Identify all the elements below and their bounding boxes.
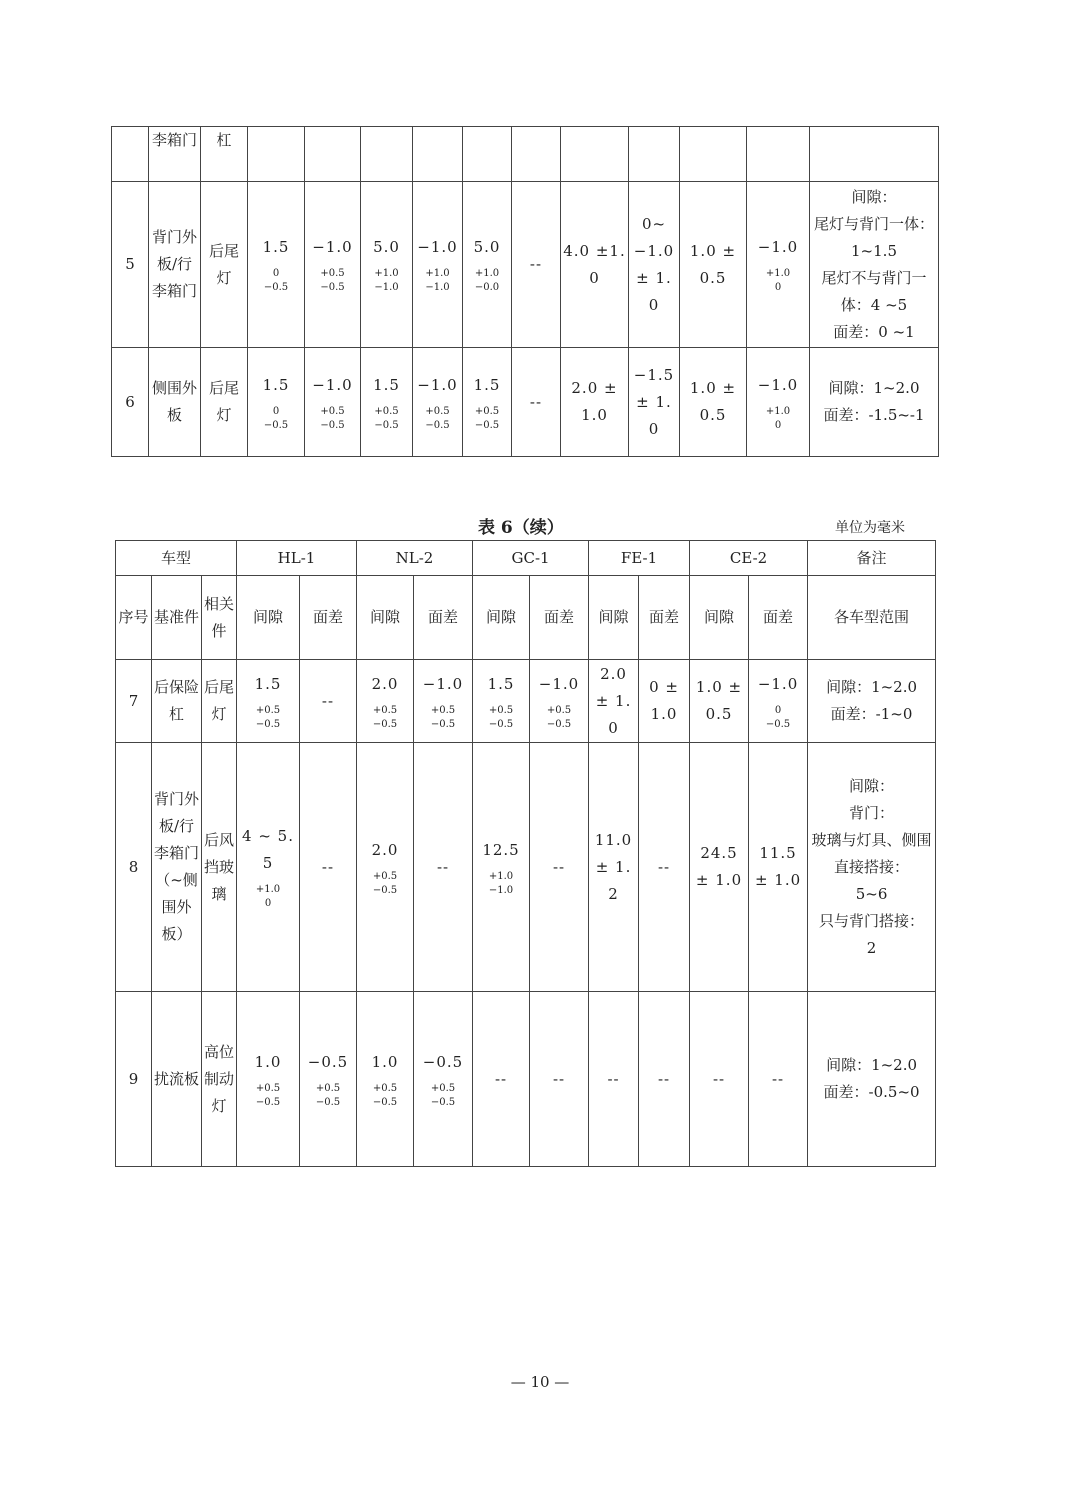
- tolerance-value: +0.5: [430, 1082, 456, 1094]
- tolerance-value: +0.5: [255, 704, 281, 716]
- value-main: --: [529, 392, 543, 411]
- tolerance-value: 0: [272, 268, 280, 279]
- tolerance-value: −1.0: [488, 884, 514, 896]
- tolerance-value: +1.0: [488, 870, 514, 882]
- range-header: 各车型范围: [808, 576, 936, 660]
- value-main: 5.0: [373, 238, 400, 256]
- tolerance-value: −0.5: [765, 718, 791, 730]
- remark-line: 只与背门搭接：: [819, 911, 925, 930]
- empty-cell: [512, 127, 561, 182]
- remark-line: 间隙：: [851, 187, 897, 206]
- remark-cell: [810, 348, 939, 457]
- value-main: −1.5 ± 1.0: [633, 365, 675, 438]
- tolerance-value: 0: [774, 282, 782, 293]
- value-main: 1.5: [262, 375, 290, 394]
- value-main: 1.5: [473, 375, 501, 394]
- tolerance: [307, 267, 358, 295]
- value-main: --: [552, 857, 566, 876]
- value-cell: [300, 743, 357, 992]
- value-cell: [749, 660, 808, 743]
- value-cell: [690, 992, 749, 1167]
- table-top: [111, 126, 939, 457]
- remark-line: 5~6: [855, 884, 888, 903]
- base-part: 背门外板/行李箱门（~侧围外板）: [152, 743, 202, 992]
- value-cell: [530, 992, 589, 1167]
- tolerance-value: +0.5: [320, 268, 345, 279]
- table-row: [116, 743, 936, 992]
- model-header: NL-2: [357, 541, 473, 576]
- value-cell: [680, 348, 747, 457]
- value-cell: [413, 182, 463, 348]
- value-cell: [690, 660, 749, 743]
- value-main: −0.5: [307, 1052, 349, 1071]
- value-cell: [530, 743, 589, 992]
- empty-cell: [747, 127, 810, 182]
- value-main: 2.0 ± 1.0: [571, 379, 618, 424]
- value-cell: [749, 992, 808, 1167]
- tolerance-value: +1.0: [474, 268, 500, 279]
- tolerance-value: +1.0: [374, 268, 399, 279]
- remark-line: 面差：0 ~1: [833, 322, 915, 341]
- value-cell: [414, 660, 473, 743]
- table-row: [116, 992, 936, 1167]
- value-main: --: [607, 1069, 620, 1088]
- value-cell: [237, 660, 300, 743]
- value-cell: [357, 992, 414, 1167]
- value-cell: [530, 660, 589, 743]
- tolerance-value: −0.5: [320, 419, 345, 431]
- value-cell: [561, 182, 629, 348]
- value-main: 1.5: [487, 674, 515, 693]
- base-header: 基准件: [152, 576, 202, 660]
- value-cell: [747, 348, 810, 457]
- tolerance: [239, 1082, 297, 1110]
- empty-cell: [248, 127, 305, 182]
- tolerance-value: +0.5: [374, 405, 399, 417]
- related-part: 后尾灯: [201, 348, 248, 457]
- tolerance-value: +0.5: [546, 704, 572, 716]
- value-main: 1.0: [371, 1052, 399, 1071]
- tolerance: [359, 1082, 411, 1110]
- value-main: --: [321, 857, 335, 876]
- table-row: [112, 182, 939, 348]
- tolerance: [749, 405, 807, 433]
- tolerance-value: −0.5: [425, 419, 450, 431]
- value-main: 1.5: [373, 375, 400, 394]
- tolerance: [475, 870, 527, 898]
- table-row: [112, 348, 939, 457]
- base-part: 扰流板: [152, 992, 202, 1167]
- related-part: 后风挡玻璃: [202, 743, 237, 992]
- row-number: 5: [112, 182, 149, 348]
- value-main: 24.5 ± 1.0: [695, 844, 743, 889]
- tolerance-value: +1.0: [255, 884, 281, 895]
- tolerance-value: −0.5: [488, 718, 514, 730]
- tolerance: [415, 405, 460, 433]
- value-cell: [414, 992, 473, 1167]
- page-number: — 10 —: [510, 1373, 570, 1391]
- value-main: 5.0: [473, 238, 501, 256]
- tolerance: [751, 704, 805, 732]
- tolerance-value: −0.5: [320, 282, 345, 293]
- empty-cell: [305, 127, 361, 182]
- remark-cell: [808, 743, 936, 992]
- tolerance: [359, 704, 411, 732]
- table-caption: 表 6（续）: [478, 518, 564, 538]
- value-cell: [463, 182, 512, 348]
- value-main: 12.5: [482, 840, 520, 859]
- tolerance-value: −1.0: [374, 282, 399, 293]
- remark-line: 间隙：: [849, 776, 895, 795]
- tolerance-value: −0.5: [255, 1096, 281, 1108]
- value-cell: [473, 743, 530, 992]
- remark-line: 2: [866, 938, 877, 957]
- row-number: [112, 127, 149, 182]
- unit-label: 单位为毫米: [835, 520, 905, 536]
- value-main: --: [321, 691, 335, 710]
- row-number: 8: [116, 743, 152, 992]
- value-main: --: [529, 255, 543, 273]
- tolerance-value: +0.5: [372, 870, 398, 882]
- tolerance-value: +0.5: [255, 1082, 281, 1094]
- tolerance-value: −0.5: [430, 1096, 456, 1108]
- flush-header: 面差: [639, 576, 690, 660]
- gap-header: 间隙: [589, 576, 639, 660]
- empty-cell: [810, 127, 939, 182]
- value-cell: [629, 182, 680, 348]
- empty-cell: [561, 127, 629, 182]
- value-cell: [300, 660, 357, 743]
- row-number: 7: [116, 660, 152, 743]
- value-main: −1.0: [757, 375, 799, 394]
- value-main: --: [436, 857, 450, 876]
- model-header: GC-1: [473, 541, 589, 576]
- tolerance: [307, 405, 358, 433]
- value-cell: [473, 660, 530, 743]
- tolerance: [239, 883, 297, 911]
- flush-header: 面差: [300, 576, 357, 660]
- value-main: −1.0: [757, 674, 799, 693]
- value-main: 1.0 ± 0.5: [689, 379, 737, 424]
- tolerance: [475, 704, 527, 732]
- value-cell: [413, 348, 463, 457]
- value-cell: [512, 182, 561, 348]
- value-main: 11.0 ± 1.2: [594, 830, 633, 903]
- tolerance: [532, 704, 586, 732]
- value-main: 2.0: [371, 840, 399, 859]
- value-main: 4.0 ±1.0: [563, 241, 626, 287]
- tolerance-value: +1.0: [425, 268, 450, 279]
- tolerance-value: −0.5: [546, 718, 572, 730]
- remark-line: 面差：-0.5~0: [823, 1083, 920, 1101]
- value-cell: [357, 743, 414, 992]
- value-cell: [357, 660, 414, 743]
- flush-header: 面差: [749, 576, 808, 660]
- value-cell: [629, 348, 680, 457]
- value-main: --: [712, 1069, 726, 1088]
- value-main: −0.5: [422, 1052, 464, 1071]
- value-main: −1.0: [312, 238, 353, 256]
- value-main: −1.0: [757, 238, 799, 256]
- tolerance-value: +0.5: [425, 405, 450, 417]
- tolerance: [363, 267, 410, 295]
- empty-cell: [463, 127, 512, 182]
- remark-line: 尾灯与背门一体：1~1.5: [813, 214, 934, 260]
- row-number: 9: [116, 992, 152, 1167]
- tolerance-value: −0.5: [374, 419, 399, 431]
- value-cell: [639, 992, 690, 1167]
- tolerance-value: −0.5: [474, 419, 500, 431]
- value-cell: [589, 992, 639, 1167]
- tolerance-value: −0.5: [263, 282, 289, 293]
- value-cell: [639, 743, 690, 992]
- value-main: 1.5: [254, 674, 282, 693]
- value-cell: [463, 348, 512, 457]
- tolerance-value: +1.0: [765, 405, 791, 417]
- value-main: −1.0: [538, 674, 580, 693]
- remark-cell: [808, 992, 936, 1167]
- remark-cell: [810, 182, 939, 348]
- remark-line: 背门：: [849, 803, 895, 822]
- base-part: 侧围外板: [149, 348, 201, 457]
- tolerance-value: +0.5: [474, 405, 500, 417]
- tolerance-value: −0.0: [474, 282, 500, 293]
- tolerance: [415, 267, 460, 295]
- car-type-header: 车型: [116, 541, 237, 576]
- remark-line: 间隙：1~2.0: [828, 379, 920, 397]
- value-main: --: [657, 1069, 671, 1088]
- tolerance: [239, 704, 297, 732]
- value-cell: [300, 992, 357, 1167]
- base-part: 背门外板/行李箱门: [149, 182, 201, 348]
- value-main: 1.0 ± 0.5: [689, 241, 737, 287]
- tolerance: [465, 405, 509, 433]
- value-main: 1.0 ± 0.5: [695, 678, 743, 723]
- value-cell: [512, 348, 561, 457]
- no-header: 序号: [116, 576, 152, 660]
- value-cell: [305, 182, 361, 348]
- value-cell: [639, 660, 690, 743]
- related-part: 后尾灯: [201, 182, 248, 348]
- remark-line: 玻璃与灯具、侧围直接搭接：: [811, 830, 932, 876]
- value-cell: [589, 660, 639, 743]
- tolerance-value: +0.5: [320, 405, 345, 417]
- model-header: HL-1: [237, 541, 357, 576]
- base-part: 李箱门: [149, 127, 201, 182]
- value-cell: [237, 992, 300, 1167]
- tolerance-value: 0: [264, 898, 272, 909]
- header-row-models: [116, 541, 936, 576]
- value-main: −1.0: [417, 238, 458, 256]
- empty-cell: [413, 127, 463, 182]
- tolerance-value: +0.5: [315, 1082, 341, 1094]
- tolerance: [250, 267, 302, 295]
- base-part: 后保险杠: [152, 660, 202, 743]
- remark-line: 面差：-1~0: [830, 705, 913, 723]
- tolerance-value: −0.5: [372, 718, 398, 730]
- tolerance-value: 0: [774, 704, 782, 716]
- row-number: 6: [112, 348, 149, 457]
- value-main: --: [657, 857, 671, 876]
- value-main: --: [771, 1069, 785, 1088]
- tolerance-value: −0.5: [430, 718, 456, 730]
- value-cell: [248, 348, 305, 457]
- tolerance-value: −0.5: [372, 1096, 398, 1108]
- tolerance-value: −0.5: [255, 718, 281, 730]
- model-header: FE-1: [589, 541, 690, 576]
- model-header: CE-2: [690, 541, 808, 576]
- tolerance: [749, 267, 807, 295]
- gap-header: 间隙: [473, 576, 530, 660]
- value-cell: [473, 992, 530, 1167]
- tolerance-value: +0.5: [430, 704, 456, 716]
- value-main: −1.0: [312, 375, 353, 394]
- tolerance-value: +1.0: [765, 268, 791, 279]
- value-cell: [680, 182, 747, 348]
- value-main: 1.5: [262, 238, 290, 256]
- value-main: −1.0: [417, 375, 458, 394]
- tolerance: [416, 1082, 470, 1110]
- remark-line: 间隙：1~2.0: [826, 678, 918, 696]
- remark-line: 尾灯不与背门一体：4 ~5: [821, 268, 927, 314]
- value-cell: [248, 182, 305, 348]
- value-cell: [361, 182, 413, 348]
- table-main: [115, 540, 936, 1167]
- remark-header: 备注: [808, 541, 936, 576]
- tolerance-value: 0: [272, 405, 280, 417]
- tolerance-value: +0.5: [488, 704, 514, 716]
- flush-header: 面差: [414, 576, 473, 660]
- value-cell: [237, 743, 300, 992]
- tolerance: [416, 704, 470, 732]
- tolerance-value: −0.5: [263, 419, 289, 431]
- value-cell: [747, 182, 810, 348]
- tolerance-value: +0.5: [372, 704, 398, 716]
- table-row: [112, 127, 939, 182]
- tolerance: [359, 870, 411, 898]
- tolerance-value: 0: [774, 419, 782, 431]
- remark-cell: [808, 660, 936, 743]
- tolerance-value: −0.5: [315, 1096, 341, 1108]
- value-cell: [749, 743, 808, 992]
- related-part: 杠: [201, 127, 248, 182]
- value-cell: [561, 348, 629, 457]
- value-main: 0~ −1.0 ± 1.0: [633, 214, 675, 314]
- related-part: 高位制动灯: [202, 992, 237, 1167]
- gap-header: 间隙: [237, 576, 300, 660]
- value-main: 4 ~ 5.5: [242, 827, 294, 872]
- remark-line: 间隙：1~2.0: [826, 1056, 918, 1074]
- empty-cell: [361, 127, 413, 182]
- tolerance: [250, 405, 302, 433]
- value-main: 2.0 ± 1.0: [595, 664, 632, 737]
- gap-header: 间隙: [357, 576, 414, 660]
- value-main: --: [494, 1069, 508, 1088]
- value-main: 11.5 ± 1.0: [754, 844, 802, 889]
- value-main: 1.0: [254, 1052, 282, 1071]
- flush-header: 面差: [530, 576, 589, 660]
- tolerance: [302, 1082, 354, 1110]
- remark-line: 面差：-1.5~-1: [823, 406, 925, 424]
- value-cell: [690, 743, 749, 992]
- value-cell: [414, 743, 473, 992]
- value-cell: [589, 743, 639, 992]
- tolerance-value: +0.5: [372, 1082, 398, 1094]
- tolerance: [465, 267, 509, 295]
- value-main: --: [552, 1069, 566, 1088]
- rel-header: 相关件: [202, 576, 237, 660]
- tolerance: [363, 405, 410, 433]
- value-main: 0 ± 1.0: [649, 678, 679, 723]
- empty-cell: [680, 127, 747, 182]
- gap-header: 间隙: [690, 576, 749, 660]
- tolerance-value: −1.0: [425, 282, 450, 293]
- value-cell: [305, 348, 361, 457]
- empty-cell: [629, 127, 680, 182]
- value-main: −1.0: [422, 674, 464, 693]
- table-row: [116, 660, 936, 743]
- related-part: 后尾灯: [202, 660, 237, 743]
- value-main: 2.0: [371, 674, 399, 693]
- header-row-columns: [116, 576, 936, 660]
- value-cell: [361, 348, 413, 457]
- tolerance-value: −0.5: [372, 884, 398, 896]
